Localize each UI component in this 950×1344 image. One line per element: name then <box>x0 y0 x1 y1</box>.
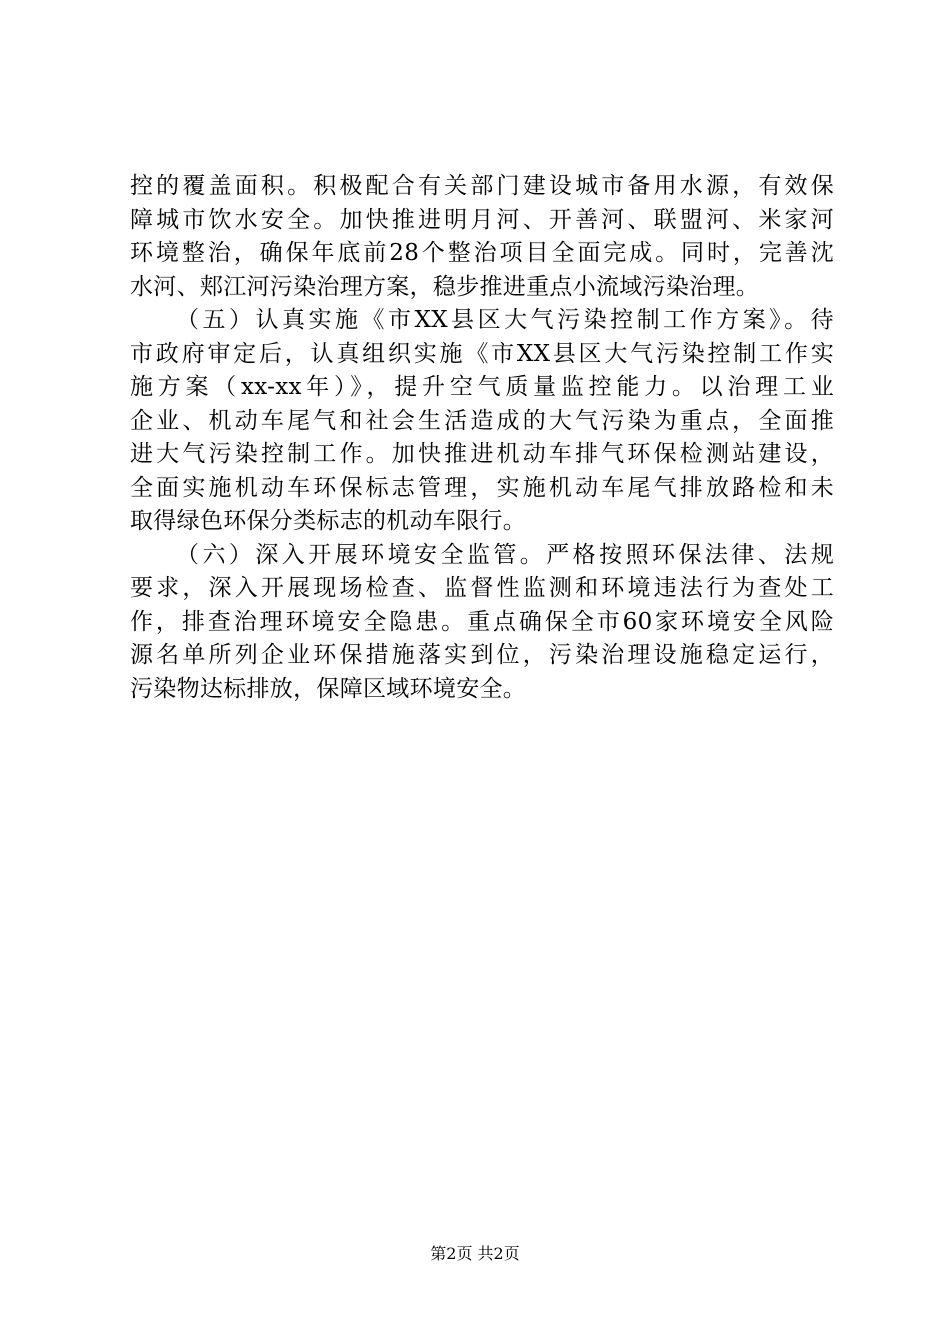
text-line: 作，排查治理环境安全隐患。重点确保全市60家环境安全风险 <box>130 608 834 635</box>
text-line: 控的覆盖面积。积极配合有关部门建设城市备用水源，有效保 <box>130 173 834 199</box>
text-line: 全面实施机动车环保标志管理，实施机动车尾气排放路检和未 <box>130 474 834 501</box>
section-6-heading-line: （六）深入开展环境安全监管。严格按照环保法律、法规 <box>176 541 834 568</box>
page-number-footer: 第2页 共2页 <box>430 1244 520 1263</box>
text-line: 企业、机动车尾气和社会生活造成的大气污染为重点，全面推 <box>130 407 834 434</box>
section-5-heading-line: （五）认真实施《市XX县区大气污染控制工作方案》。待 <box>176 307 834 333</box>
text-line: 水河、郏江河污染治理方案，稳步推进重点小流域污染治理。 <box>130 273 760 300</box>
text-line: 障城市饮水安全。加快推进明月河、开善河、联盟河、米家河 <box>130 206 834 233</box>
text-line: 施方案（xx-xx年）》，提升空气质量监控能力。以治理工业 <box>130 374 834 400</box>
text-line: 取得绿色环保分类标志的机动车限行。 <box>130 508 527 534</box>
text-line: 市政府审定后，认真组织实施《市XX县区大气污染控制工作实 <box>130 340 834 367</box>
text-line: 环境整治，确保年底前28个整治项目全面完成。同时，完善沈 <box>130 240 834 266</box>
document-body <box>130 170 834 706</box>
text-line: 源名单所列企业环保措施落实到位，污染治理设施稳定运行， <box>130 642 834 668</box>
text-line: 进大气污染控制工作。加快推进机动车排气环保检测站建设， <box>130 441 834 467</box>
text-line: 要求，深入开展现场检查、监督性监测和环境违法行为查处工 <box>130 575 834 601</box>
text-line: 污染物达标排放，保障区域环境安全。 <box>130 675 527 702</box>
